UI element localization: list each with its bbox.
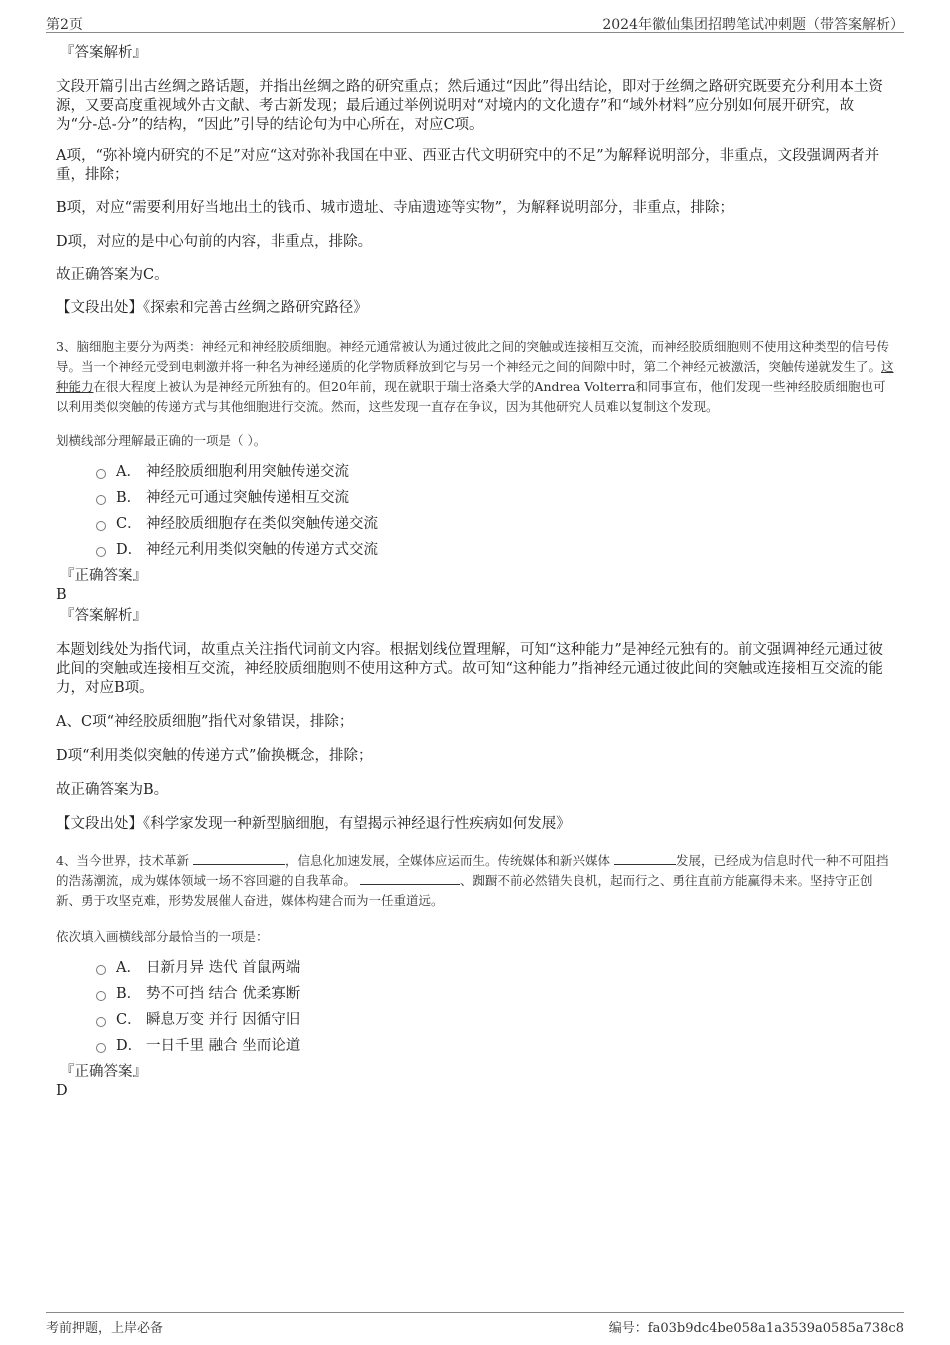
- question-4-prompt: 依次填入画横线部分最恰当的一项是：: [56, 929, 269, 944]
- answer-tag: 『正确答案』: [60, 568, 147, 584]
- analysis-paragraph: D项，对应的是中心句前的内容，非重点，排除。: [56, 234, 373, 250]
- answer-value: B: [56, 587, 67, 603]
- radio-button[interactable]: [96, 1043, 106, 1053]
- page-content: [56, 44, 894, 1101]
- blank-1: [193, 852, 285, 865]
- option-b[interactable]: B． 神经元可通过突触传递相互交流: [96, 485, 894, 511]
- radio-button[interactable]: [96, 965, 106, 975]
- analysis-tag: 『答案解析』: [60, 608, 147, 624]
- radio-button[interactable]: [96, 469, 106, 479]
- option-d[interactable]: D． 一日千里 融合 坐而论道: [96, 1033, 894, 1059]
- document-title: 2024年徽仙集团招聘笔试冲刺题（带答案解析）: [602, 17, 904, 33]
- question-3-text: 3、脑细胞主要分为两类：神经元和神经胶质细胞。神经元通常被认为通过彼此之间的突触或连接相互交流，而神经胶质细胞则不使用这种类型的信号传导。当一个神经元受到电刺激并将一种名为神经递质的化学物质释放到它与另一个神经元之间的间隙中时，第二个神经元被激活，突触传递就发生了。这种能力在很大程度上被认为是神经元所独有的。但20年前，现在就职于瑞士洛桑大学的Andrea Volterra和同事宣布，他们发现一些神经胶质细胞也可以利用类似突触的传递方式与其他细胞进行交流。然而，这些发现一直存在争议，因为其他研究人员难以复制这个发现。: [56, 339, 894, 414]
- analysis-conclusion: 故正确答案为B。: [56, 782, 169, 798]
- option-a[interactable]: A． 神经胶质细胞利用突触传递交流: [96, 459, 894, 485]
- question-3-options: [96, 459, 894, 563]
- question-4-text: 4、当今世界，技术革新 ，信息化加速发展，全媒体应运而生。传统媒体和新兴媒体 发展，已经成为信息时代一种不可阻挡的浩荡潮流，成为媒体领域一场不容回避的自我革命。 、踟蹰不前必然错失良机，起而行之、勇往直前方能赢得未来。坚持守正创新、勇于攻坚克难，形势发展催人奋进，媒体构建合而为一任重道远。: [56, 853, 889, 908]
- question-3-prompt: 划横线部分理解最正确的一项是（ ）。: [56, 433, 267, 448]
- answer-value: D: [56, 1083, 68, 1099]
- radio-button[interactable]: [96, 991, 106, 1001]
- option-c[interactable]: C． 神经胶质细胞存在类似突触传递交流: [96, 511, 894, 537]
- blank-3: [360, 872, 460, 885]
- analysis-paragraph: A项，“弥补境内研究的不足”对应“这对弥补我国在中亚、西亚古代文明研究中的不足”为解释说明部分，非重点，文段强调两者并重，排除；: [56, 148, 880, 183]
- option-d[interactable]: D． 神经元利用类似突触的传递方式交流: [96, 537, 894, 563]
- answer-tag: 『正确答案』: [60, 1064, 147, 1080]
- question-4-options: [96, 955, 894, 1059]
- analysis-paragraph: A、C项“神经胶质细胞”指代对象错误，排除；: [56, 714, 354, 730]
- option-a[interactable]: A． 日新月异 迭代 首鼠两端: [96, 955, 894, 981]
- option-b[interactable]: B． 势不可挡 结合 优柔寡断: [96, 981, 894, 1007]
- radio-button[interactable]: [96, 1017, 106, 1027]
- analysis-conclusion: 故正确答案为C。: [56, 267, 169, 283]
- analysis-paragraph: D项“利用类似突触的传递方式”偷换概念，排除；: [56, 748, 373, 764]
- blank-2: [614, 852, 676, 865]
- analysis-paragraph: B项，对应“需要利用好当地出土的钱币、城市遗址、寺庙遗迹等实物”，为解释说明部分，非重点，排除；: [56, 200, 734, 216]
- footer-slogan: 考前押题，上岸必备: [46, 1321, 164, 1336]
- analysis-paragraph: 文段开篇引出古丝绸之路话题，并指出丝绸之路的研究重点；然后通过“因此”得出结论，即对于丝绸之路研究既要充分利用本土资源，又要高度重视域外古文献、考古新发现；最后通过举例说明对“对境内的文化遗存”和“域外材料”应分别如何展开研究，故为“分-总-分”的结构，“因此”引导的结论句为中心所在，对应C项。: [56, 79, 883, 133]
- page-number: 第2页: [46, 17, 83, 33]
- source-citation: 【文段出处】《探索和完善古丝绸之路研究路径》: [56, 300, 368, 316]
- page-header: [46, 12, 904, 33]
- analysis-paragraph: 本题划线处为指代词，故重点关注指代词前文内容。根据划线位置理解，可知“这种能力”是神经元独有的。前文强调神经元通过彼此间的突触或连接相互交流，神经胶质细胞则不使用这种方式。故可知“这种能力”指神经元通过彼此间的突触或连接相互交流的能力，对应B项。: [56, 642, 883, 696]
- page-footer: [46, 1312, 904, 1337]
- underlined-phrase: 这种能力: [56, 359, 894, 394]
- source-citation: 【文段出处】《科学家发现一种新型脑细胞，有望揭示神经退行性疾病如何发展》: [56, 816, 571, 832]
- radio-button[interactable]: [96, 521, 106, 531]
- document-id: 编号：fa03b9dc4be058a1a3539a0585a738c8: [608, 1321, 904, 1336]
- radio-button[interactable]: [96, 547, 106, 557]
- option-c[interactable]: C． 瞬息万变 并行 因循守旧: [96, 1007, 894, 1033]
- analysis-tag: 『答案解析』: [60, 45, 147, 61]
- radio-button[interactable]: [96, 495, 106, 505]
